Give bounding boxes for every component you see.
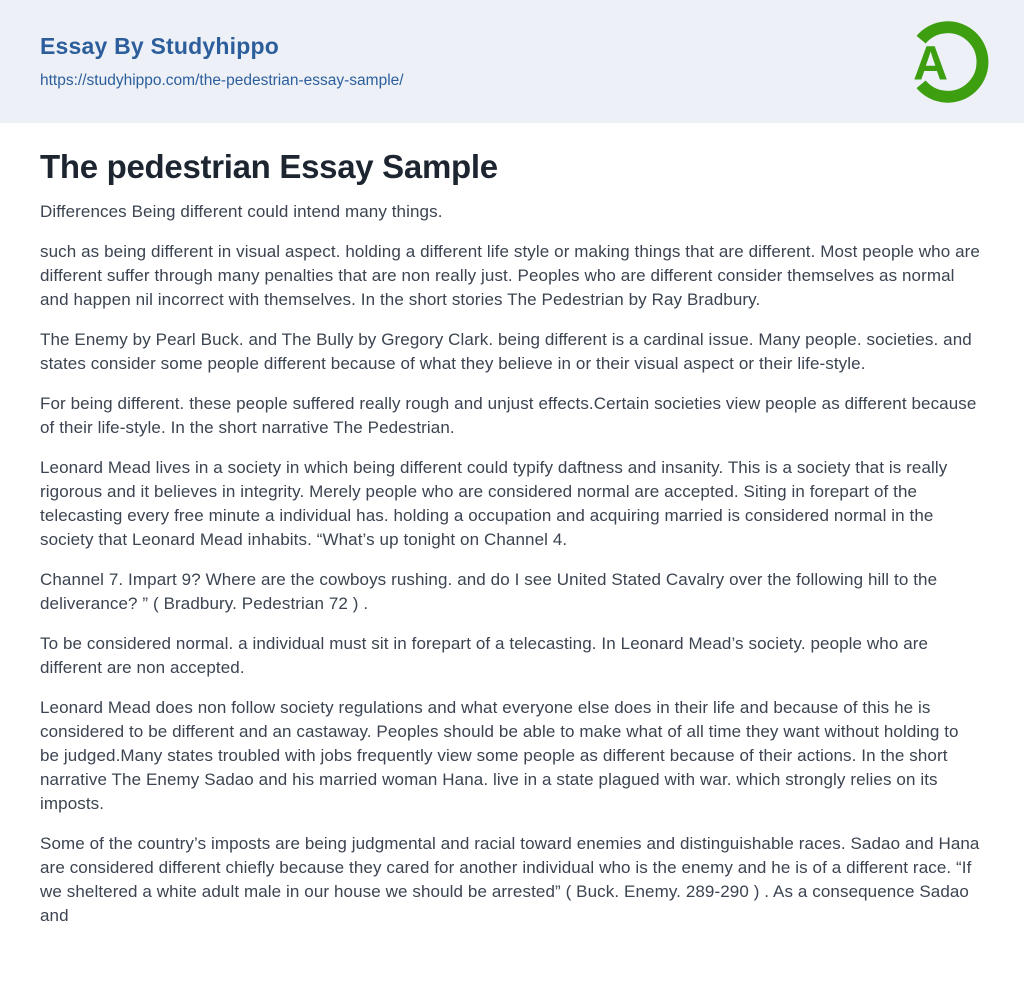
essay-title: The pedestrian Essay Sample (40, 148, 498, 185)
logo-letter: A (913, 36, 949, 91)
essay-paragraph: The Enemy by Pearl Buck. and The Bully by Gregory Clark. being different is a cardinal issue. Many people. societies. and states consider some people different because of what they believe in or their visual aspect or their life-style. (40, 330, 972, 374)
site-title: Essay By Studyhippo (40, 32, 279, 59)
essay-paragraph: To be considered normal. a individual must sit in forepart of a telecasting. In Leonard Mead’s society. people who are different are non accepted. (40, 634, 929, 678)
essay-paragraph: Some of the country’s imposts are being judgmental and racial toward enemies and distinguishable races. Sadao and Hana are considered different chiefly because they cared for another individual who is the enemy and he is of a different race. “If we sheltered a white adult male in our house we should be arrested” ( Buck. Enemy. 289-290 ) . As a consequence Sadao and (40, 834, 980, 926)
logo-arc-icon (902, 18, 990, 106)
page-header (0, 0, 1024, 123)
essay-paragraph: Channel 7. Impart 9? Where are the cowboys rushing. and do I see United Stated Cavalry over the following hill to the deliverance? ” ( Bradbury. Pedestrian 72 ) . (40, 570, 938, 614)
essay-paragraph: For being different. these people suffered really rough and unjust effects.Certain societies view people as different because of their life-style. In the short narrative The Pedestrian. (40, 394, 977, 438)
header-text-block (40, 32, 404, 89)
studyhippo-logo (902, 18, 990, 106)
essay-paragraph: Differences Being different could intend many things. (40, 202, 443, 222)
essay-paragraph: Leonard Mead does non follow society regulations and what everyone else does in their life and because of this he is considered to be different and an castaway. Peoples should be able to make what of all time they want without holding to be judged.Many states troubled with jobs frequently view some people as different because of their actions. In the short narrative The Enemy Sadao and his married woman Hana. live in a state plagued with war. which strongly relies on its imposts. (40, 698, 959, 814)
essay-content (0, 123, 1024, 928)
essay-paragraph: Leonard Mead lives in a society in which being different could typify daftness and insanity. This is a society that is really rigorous and it believes in integrity. Merely people who are considered normal are accepted. Siting in forepart of the telecasting every free minute a individual has. holding a occupation and acquiring married is considered normal in the society that Leonard Mead inhabits. “What’s up tonight on Channel 4. (40, 458, 948, 550)
page-url-link[interactable]: https://studyhippo.com/the-pedestrian-essay-sample/ (40, 71, 404, 89)
essay-body (40, 200, 982, 928)
essay-paragraph: such as being different in visual aspect. holding a different life style or making things that are different. Most people who are different suffer through many penalties that are non really just. Peoples who are different consider themselves as normal and happen nil incorrect with themselves. In the short stories The Pedestrian by Ray Bradbury. (40, 242, 980, 310)
